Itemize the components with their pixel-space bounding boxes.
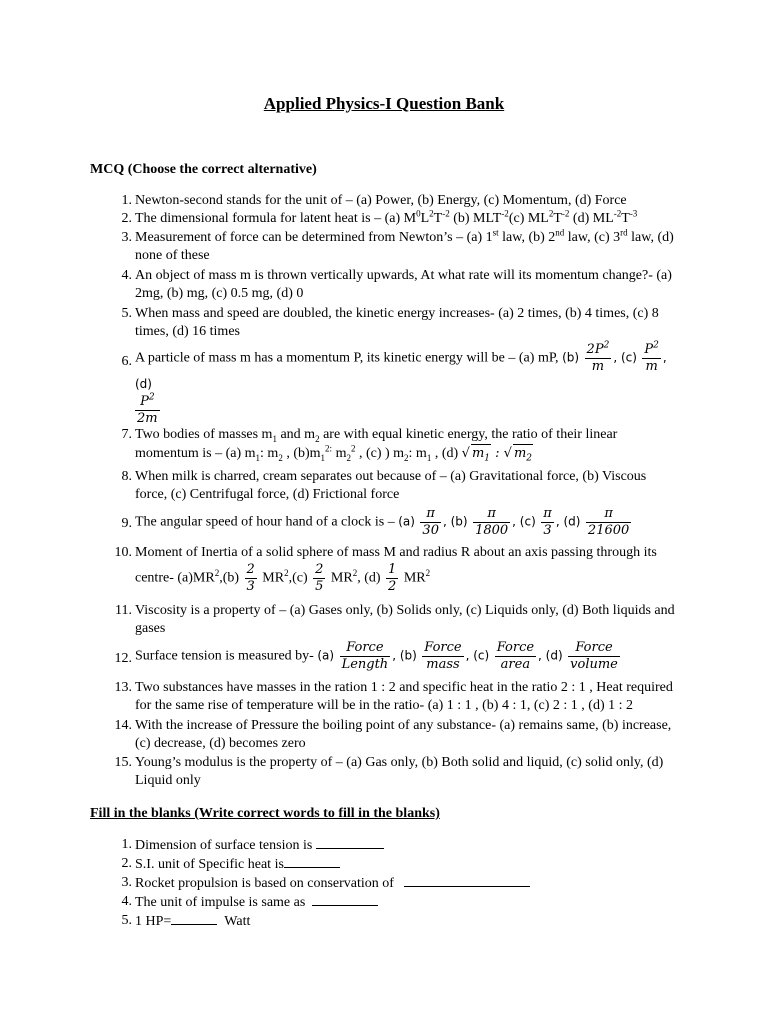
fill-item: 1. Dimension of surface tension is xyxy=(110,836,680,855)
mcq-item: 15. Young’s modulus is the property of – (a) Gas only, (b) Both solid and liquid, (c) solid only, (d) Liquid only xyxy=(114,755,664,788)
fill-item: 3. Rocket propulsion is based on conservation of xyxy=(110,874,680,893)
mcq-item: 5. When mass and speed are doubled, the kinetic energy increases- (a) 2 times, (b) 4 times, (c) 8 times, (d) 16 times xyxy=(121,306,659,339)
mcq-item: 9. The angular speed of hour hand of a clock is – (a) $\frac{\pi}{30}$ , (b) $\frac{\pi}{1800}$ , (c) $\frac{\pi}{3}$ , (d) $\frac{\pi}{21600}$ xyxy=(121,506,630,538)
mcq-item: 11. Viscosity is a property of – (a) Gases only, (b) Solids only, (c) Liquids only, (d) Both liquids and gases xyxy=(115,603,675,636)
fraction: $\frac{\text{Force}}{\text{mass}}$ xyxy=(424,640,462,672)
fraction: $\frac{1}{2}$ xyxy=(388,562,397,594)
fraction: $\frac{P^2}{2m}$ xyxy=(137,392,158,426)
fraction: $\frac{\pi}{1800}$ xyxy=(475,506,509,538)
mcq-item: 1. Newton-second stands for the unit of – (a) Power, (b) Energy, (c) Momentum, (d) Force xyxy=(121,193,627,208)
mcq-item: 10. Moment of Inertia of a solid sphere of mass M and radius R about an axis passing through its centre- $(a)MR^2,(b)$ $\frac{2}{3}$ $MR^2,(c)$ $\frac{2}{5}$ $MR^2$, (d) $\frac{1}{2}$ $MR^2$ xyxy=(114,545,657,594)
fraction: $\frac{P^2}{m}$ xyxy=(644,340,659,374)
fill-blanks-heading: Fill in the blanks (Write correct words to fill in the blanks) xyxy=(90,806,440,821)
fill-item: 5. 1 HP= Watt xyxy=(121,913,251,929)
fraction: $\frac{\pi}{21600}$ xyxy=(587,506,630,538)
fraction: $\frac{2P^2}{m}$ xyxy=(586,340,610,374)
fraction: $\frac{\text{Force}}{\text{area}}$ xyxy=(496,640,535,672)
answer-blank xyxy=(284,855,340,868)
fraction: $\frac{2}{5}$ xyxy=(315,562,324,594)
fill-item: 4. The unit of impulse is same as xyxy=(110,893,680,912)
mcq-item: 3. Measurement of force can be determined from Newton’s – (a) 1st law, (b) 2nd law, (c) 3rd law, (d) none of these xyxy=(121,227,674,263)
mcq-item: 4. An object of mass m is thrown vertically upwards, At what rate will its momentum change?- (a) 2mg, (b) mg, (c) 0.5 mg, (d) 0 xyxy=(121,268,672,301)
fraction: $\frac{\pi}{3}$ xyxy=(543,506,552,538)
fraction: $\frac{2}{3}$ xyxy=(246,562,255,594)
mcq-item: 13. Two substances have masses in the ration 1 : 2 and specific heat in the ratio 2 : 1 , Heat required for the same rise of temperature will be in the ratio- (a) 1 : 1 , (b) 4 : 1, (c) 2 : 1 , (d) 1 : 2 xyxy=(114,680,673,713)
mcq-item: 7. Two bodies of masses $m_1$ and $m_2$ are with equal kinetic energy, the ratio of their linear momentum is – (a) $m_1$: $m_2$ , $(b)m_1^{2:}$ $m_2^2$ , (c) ) $m_2$: $m_1$ , (d) √ $m_1$ : √ $m_2$ xyxy=(121,427,618,464)
answer-blank xyxy=(171,912,217,925)
answer-blank xyxy=(312,893,378,906)
answer-blank xyxy=(404,874,530,887)
answer-blank xyxy=(316,836,384,849)
mcq-item: 2. The dimensional formula for latent heat is – (a) $M^0L^2T^{-2}$ (b) $MLT^{-2}(c)$ $ML^2T^{-2}$ (d) $ML^{-2}T^{-3}$ xyxy=(121,208,638,226)
mcq-item: 8. When milk is charred, cream separates out because of – (a) Gravitational force, (b) Viscous force, (c) Centrifugal force, (d) Frictional force xyxy=(121,469,647,502)
mcq-item: 14. With the increase of Pressure the boiling point of any substance- (a) remains same, (b) increase, (c) decrease, (d) becomes zero xyxy=(114,718,672,751)
fraction: $\frac{\pi}{30}$ xyxy=(422,506,439,538)
fraction: $\frac{\text{Force}}{\text{Length}}$ xyxy=(341,640,389,672)
page-title: Applied Physics-I Question Bank xyxy=(263,94,505,113)
mcq-item: 6. A particle of mass m has a momentum P, its kinetic energy will be – (a) mP, (b) $\frac{2P^2}{m}$ , (c) $\frac{P^2}{m}$ , (d) $\frac{P^2}{2m}$ xyxy=(121,340,667,426)
fill-item: 2. S.I. unit of Specific heat is xyxy=(110,855,680,874)
mcq-heading: MCQ (Choose the correct alternative) xyxy=(90,162,317,177)
mcq-item: 12. Surface tension is measured by- (a) $\frac{\text{Force}}{\text{Length}}$ , (b) $\frac{\text{Force}}{\text{mass}}$ , (c) $\frac{\text{Force}}{\text{area}}$ , (d) $\frac{\text{Force}}{\text{volume}}$ xyxy=(114,640,618,672)
fraction: $\frac{\text{Force}}{\text{volume}}$ xyxy=(570,640,618,672)
